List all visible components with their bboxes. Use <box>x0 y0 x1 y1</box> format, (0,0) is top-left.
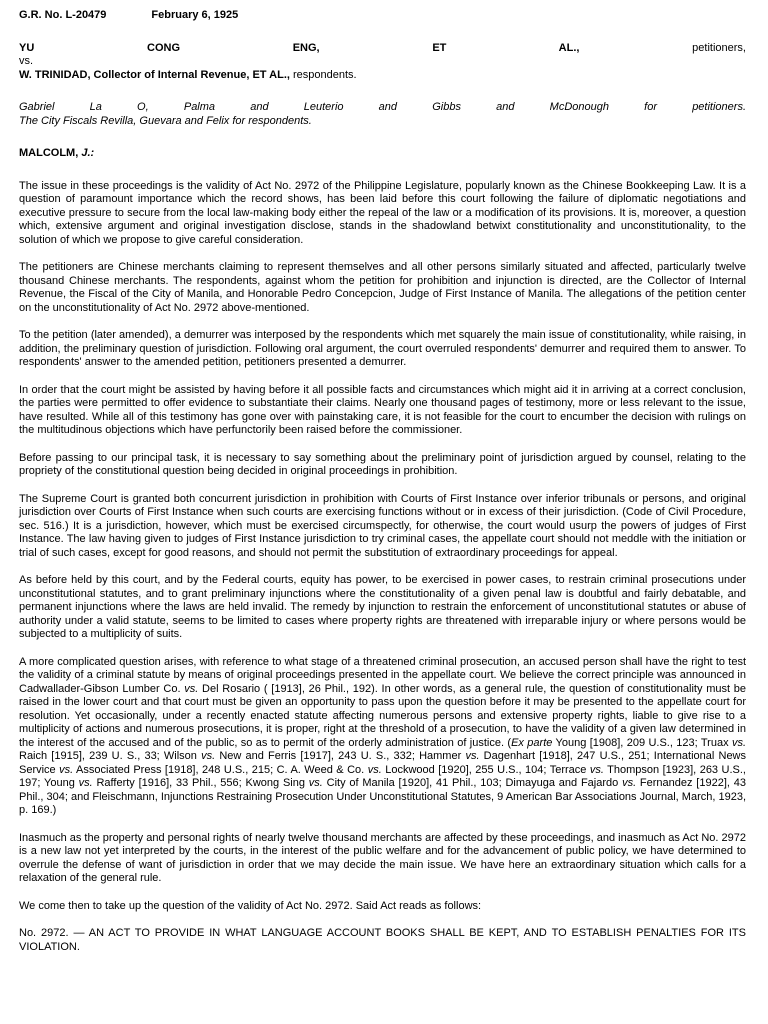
case-header <box>19 9 746 23</box>
paragraph-6: The Supreme Court is granted both concurrent jurisdiction in prohibition with Courts of First Instance over inferior tribunals or persons, and original jurisdiction over Courts of First Instance when such courts are exercising functions without or in excess of their jurisdiction. (Code of Civil Procedure, sec. 516.) It is a jurisdiction, however, which must be exercised circumspectly, for otherwise, the court would usurp the powers of judges of First Instance. The law having given to judges of First Instance jurisdiction to try criminal cases, the appellate court should not meddle with the initiation or trial of such cases, except for good reasons, and should not permit the substitution of extraordinary proceedings for appeal. <box>19 492 746 559</box>
author-name: MALCOLM, <box>19 147 79 159</box>
case-number: G.R. No. L-20479 <box>19 9 107 21</box>
p8-text: Lockwood [1920], 255 U.S., 104; Terrace <box>381 763 590 776</box>
respondents-role: respondents. <box>289 68 357 81</box>
p8-text: Associated Press [1918], 248 U.S., 215; C. A. Weed & Co. <box>73 763 368 776</box>
p8-text: Dagenhart [1918], 247 U.S., 251; International News Service <box>19 750 747 776</box>
p8-text: Fernandez [1922], 43 Phil., 304; and Fleischmann, Injunctions Restraining Prosecution Under Unconstitutional Statutes, 9 American Bar Associations Journal, March, 1923, p. 169.) <box>19 777 746 816</box>
citation-vs: vs. <box>201 750 216 762</box>
citation-vs: vs. <box>367 763 382 776</box>
p8-text: New and Ferris [1917], 243 U. S., 332; Hammer <box>215 750 466 762</box>
citation-vs: vs. <box>589 763 604 776</box>
versus-line: vs. <box>19 55 34 67</box>
paragraph-9: Inasmuch as the property and personal rights of nearly twelve thousand merchants are affected by these proceedings, and inasmuch as Act No. 2972 is a new law not yet interpreted by the courts, in the interest of the public welfare and for the advancement of public policy, we have determined to overrule the defense of want of jurisdiction in order that we may decide the main issue. We have here an extraordinary situation which calls for a relaxation of the general rule. <box>19 831 746 884</box>
citation-vs: vs. <box>184 682 199 695</box>
paragraph-4: In order that the court might be assisted by having before it all possible facts and circumstances which might aid it in arriving at a correct conclusion, the parties were permitted to offer evidence to substantiate their claims. Nearly one thousand pages of testimony, more or less relevant to the issue, have resulted. While all of this testimony has gone over with painstaking care, it is not feasible for the court to encumber the decision with rulings on the multitudinous objections which have perfunctorily been raised before the commissioner. <box>19 383 746 436</box>
p8-text: Thompson [1923], 263 U.S., 197; Young <box>19 763 746 789</box>
author-title: J.: <box>78 147 95 159</box>
paragraph-7: As before held by this court, and by the Federal courts, equity has power, to be exercised in power cases, to restrain criminal prosecutions under unconstitutional statutes, and to grant preliminary injunctions where the constitutionality of a given penal law is doubtful and fairly debatable, and permanent injunctions where the laws are held invalid. The remedy by injunction to restrain the enforcement of unconstitutional statutes or abuse of authority under a valid statute, seems to be limited to cases where property rights are threatened with irreparable injury or where persons would be subjected to a multiplicity of suits. <box>19 574 746 640</box>
petitioners-role: petitioners, <box>579 41 746 54</box>
citation-vs: vs. <box>465 750 480 762</box>
parties-block <box>19 42 746 83</box>
respondents-name: W. TRINIDAD, Collector of Internal Revenue, ET AL., <box>19 68 290 81</box>
citation-vs: vs. <box>622 777 637 789</box>
paragraph-5: Before passing to our principal task, it is necessary to say something about the preliminary point of jurisdiction argued by counsel, relating to the propriety of the constitutional question being decided in original proceedings in prohibition. <box>19 451 746 477</box>
citation-vs: vs. <box>59 763 74 776</box>
decision-date: February 6, 1925 <box>151 9 239 21</box>
citation-ex-parte: Ex parte <box>511 736 553 749</box>
counsel-block <box>19 101 746 128</box>
act-title: No. 2972. — AN ACT TO PROVIDE IN WHAT LANGUAGE ACCOUNT BOOKS SHALL BE KEPT, AND TO ESTABLISH PENALTIES FOR ITS VIOLATION. <box>19 927 746 953</box>
respondents-line <box>19 69 746 83</box>
p8-text: Rafferty [1916], 33 Phil., 556; Kwong Sing <box>92 777 309 789</box>
paragraph-8 <box>19 656 746 818</box>
citation-vs: vs. <box>308 777 323 789</box>
p8-text: A more complicated question arises, with reference to what stage of a threatened criminal prosecution, an accused person shall have the right to test the validity of a criminal statute by means of original proceedings presented in the appellate court. We believe the correct principle was announced in Cadwallader-Gibson Lumber Co. <box>19 655 746 695</box>
p8-text: Young [1908], 209 U.S., 123; Truax <box>552 736 732 749</box>
opinion-author <box>19 147 746 161</box>
paragraph-2: The petitioners are Chinese merchants claiming to represent themselves and all other persons similarly situated and affected, particularly twelve thousand Chinese merchants. The respondents, against whom the petition for prohibition and injunction is directed, are the Collector of Internal Revenue, the Fiscal of the City of Manila, and Honorable Pedro Concepcion, Judge of First Instance of Manila. The allegations of the petition center on the unconstitutionality of Act No. 2972 above-mentioned. <box>19 261 746 314</box>
counsel-petitioners: Gabriel La O, Palma and Leuterio and Gibbs and McDonough for petitioners. <box>19 101 746 113</box>
petitioners-name: YU CONG ENG, ET AL., <box>19 41 580 54</box>
p8-text: City of Manila [1920], 41 Phil., 103; Dimayuga and Fajardo <box>322 777 623 789</box>
paragraph-3: To the petition (later amended), a demurrer was interposed by the respondents which met squarely the main issue of constitutionality, while raising, in addition, the preliminary question of jurisdiction. Following oral argument, the court overruled respondents' demurrer and required them to answer. To respondents' answer to the amended petition, petitioners presented a demurrer. <box>19 329 746 368</box>
p8-text: Del Rosario ( [1913], 26 Phil., 192). In other words, as a general rule, the question of constitutionality must be raised in the lower court and that court must be given an opportunity to pass upon the question before it may be presented to the appellate court for resolution. Yet occasionally, under a recently enacted statute affecting numerous persons and extensive property rights, liable to give rise to a multiplicity of actions and numerous prosecutions, it is proper, right at the threshold of a prosecution, to have the validity of a given law determined in the interest of the accused and of the public, so as to permit of the orderly administration of justice. ( <box>19 682 747 749</box>
citation-vs: vs. <box>731 736 746 749</box>
paragraph-1: The issue in these proceedings is the validity of Act No. 2972 of the Philippine Legislature, popularly known as the Chinese Bookkeeping Law. It is a question of paramount importance which the record shows, has been laid before this court following the failure of diplomatic negotiations and executive pressure to secure from the local law-making body either the repeal of the law or a modification of its provisions. It is, moreover, a question which, extensive argument and original investigation disclose, stands in the shadowland betwixt constitutionality and unconstitutionality, to the solution of which we propose to give careful consideration. <box>19 179 746 246</box>
p8-text: Raich [1915], 239 U. S., 33; Wilson <box>19 750 202 762</box>
counsel-respondents: The City Fiscals Revilla, Guevara and Felix for respondents. <box>19 114 312 127</box>
paragraph-10: We come then to take up the question of the validity of Act No. 2972. Said Act reads as follows: <box>19 899 482 912</box>
citation-vs: vs. <box>78 777 93 789</box>
petitioners-line <box>19 42 746 56</box>
